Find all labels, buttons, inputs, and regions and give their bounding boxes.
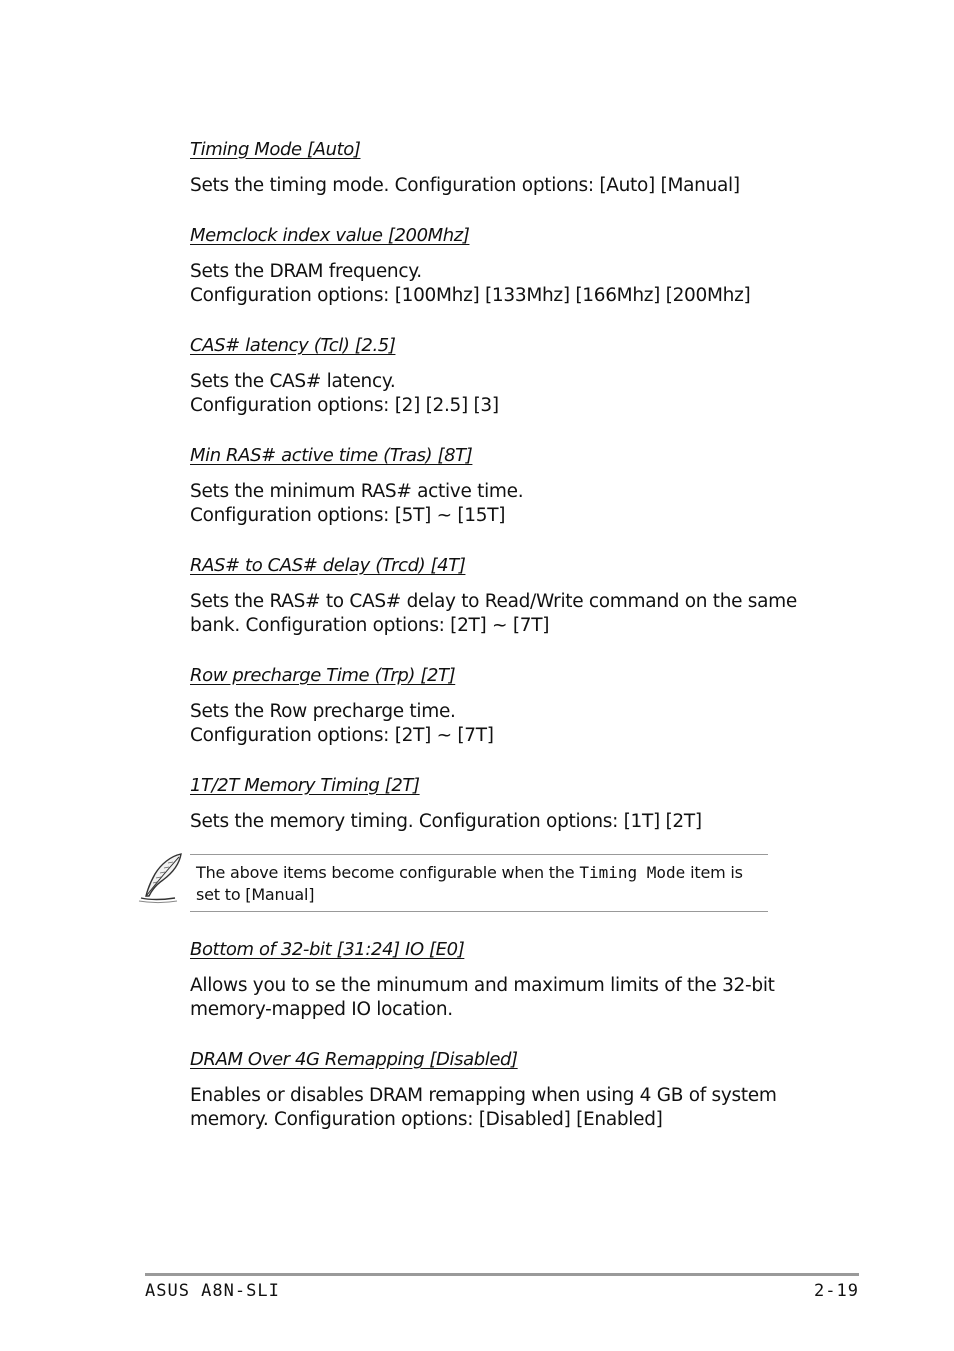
note-text-after: item is (685, 863, 743, 882)
description-line: Allows you to se the minumum and maximum limits of the 32-bit (190, 975, 775, 996)
feather-pen-icon (135, 850, 189, 904)
description-line: bank. Configuration options: [2T] ~ [7T] (190, 615, 550, 636)
note-text (190, 854, 768, 912)
description-line: Configuration options: [2T] ~ [7T] (190, 725, 494, 746)
item-heading: DRAM Over 4G Remapping [Disabled] (190, 1049, 518, 1070)
note-callout (145, 854, 768, 912)
item-description (190, 590, 830, 638)
item-description (190, 810, 830, 834)
bios-item-memclock-index (190, 223, 830, 308)
item-heading: RAS# to CAS# delay (Trcd) [4T] (190, 555, 466, 576)
item-heading: Timing Mode [Auto] (190, 139, 361, 160)
description-line: Enables or disables DRAM remapping when using 4 GB of system (190, 1085, 777, 1106)
item-description (190, 480, 830, 528)
item-heading: Memclock index value [200Mhz] (190, 225, 470, 246)
bios-item-min-ras-active-time (190, 443, 830, 528)
bios-item-cas-latency (190, 333, 830, 418)
bios-item-dram-over-4g-remapping (190, 1047, 830, 1132)
description-line: Configuration options: [5T] ~ [15T] (190, 505, 506, 526)
description-line: Configuration options: [100Mhz] [133Mhz] [166Mhz] [200Mhz] (190, 285, 751, 306)
footer-product-name: ASUS A8N-SLI (145, 1281, 280, 1301)
footer-divider (145, 1273, 859, 1276)
item-description (190, 974, 830, 1022)
item-description (190, 260, 830, 308)
bios-item-ras-to-cas-delay (190, 553, 830, 638)
note-option-name: Timing Mode (579, 863, 686, 882)
item-heading: CAS# latency (Tcl) [2.5] (190, 335, 396, 356)
note-text-line2: set to [Manual] (196, 885, 315, 904)
description-line: Sets the RAS# to CAS# delay to Read/Write command on the same (190, 591, 797, 612)
description-line: memory. Configuration options: [Disabled] [Enabled] (190, 1109, 663, 1130)
bios-item-row-precharge-time (190, 663, 830, 748)
description-line: Sets the DRAM frequency. (190, 261, 422, 282)
description-line: Sets the timing mode. Configuration options: [Auto] [Manual] (190, 175, 740, 196)
note-text-before: The above items become configurable when the (196, 863, 580, 882)
item-heading: Row precharge Time (Trp) [2T] (190, 665, 456, 686)
item-heading: Min RAS# active time (Tras) [8T] (190, 445, 473, 466)
item-heading: Bottom of 32-bit [31:24] IO [E0] (190, 939, 465, 960)
description-line: Sets the memory timing. Configuration options: [1T] [2T] (190, 811, 702, 832)
manual-content (190, 137, 830, 1157)
item-heading: 1T/2T Memory Timing [2T] (190, 775, 420, 796)
item-description (190, 174, 830, 198)
bios-item-timing-mode (190, 137, 830, 198)
footer-page-number: 2-19 (814, 1281, 859, 1301)
description-line: Sets the Row precharge time. (190, 701, 456, 722)
description-line: Sets the CAS# latency. (190, 371, 396, 392)
description-line: memory-mapped IO location. (190, 999, 453, 1020)
description-line: Sets the minimum RAS# active time. (190, 481, 524, 502)
bios-item-memory-timing (190, 773, 830, 834)
description-line: Configuration options: [2] [2.5] [3] (190, 395, 499, 416)
bios-item-bottom-32bit-io (190, 937, 830, 1022)
item-description (190, 370, 830, 418)
item-description (190, 1084, 830, 1132)
item-description (190, 700, 830, 748)
